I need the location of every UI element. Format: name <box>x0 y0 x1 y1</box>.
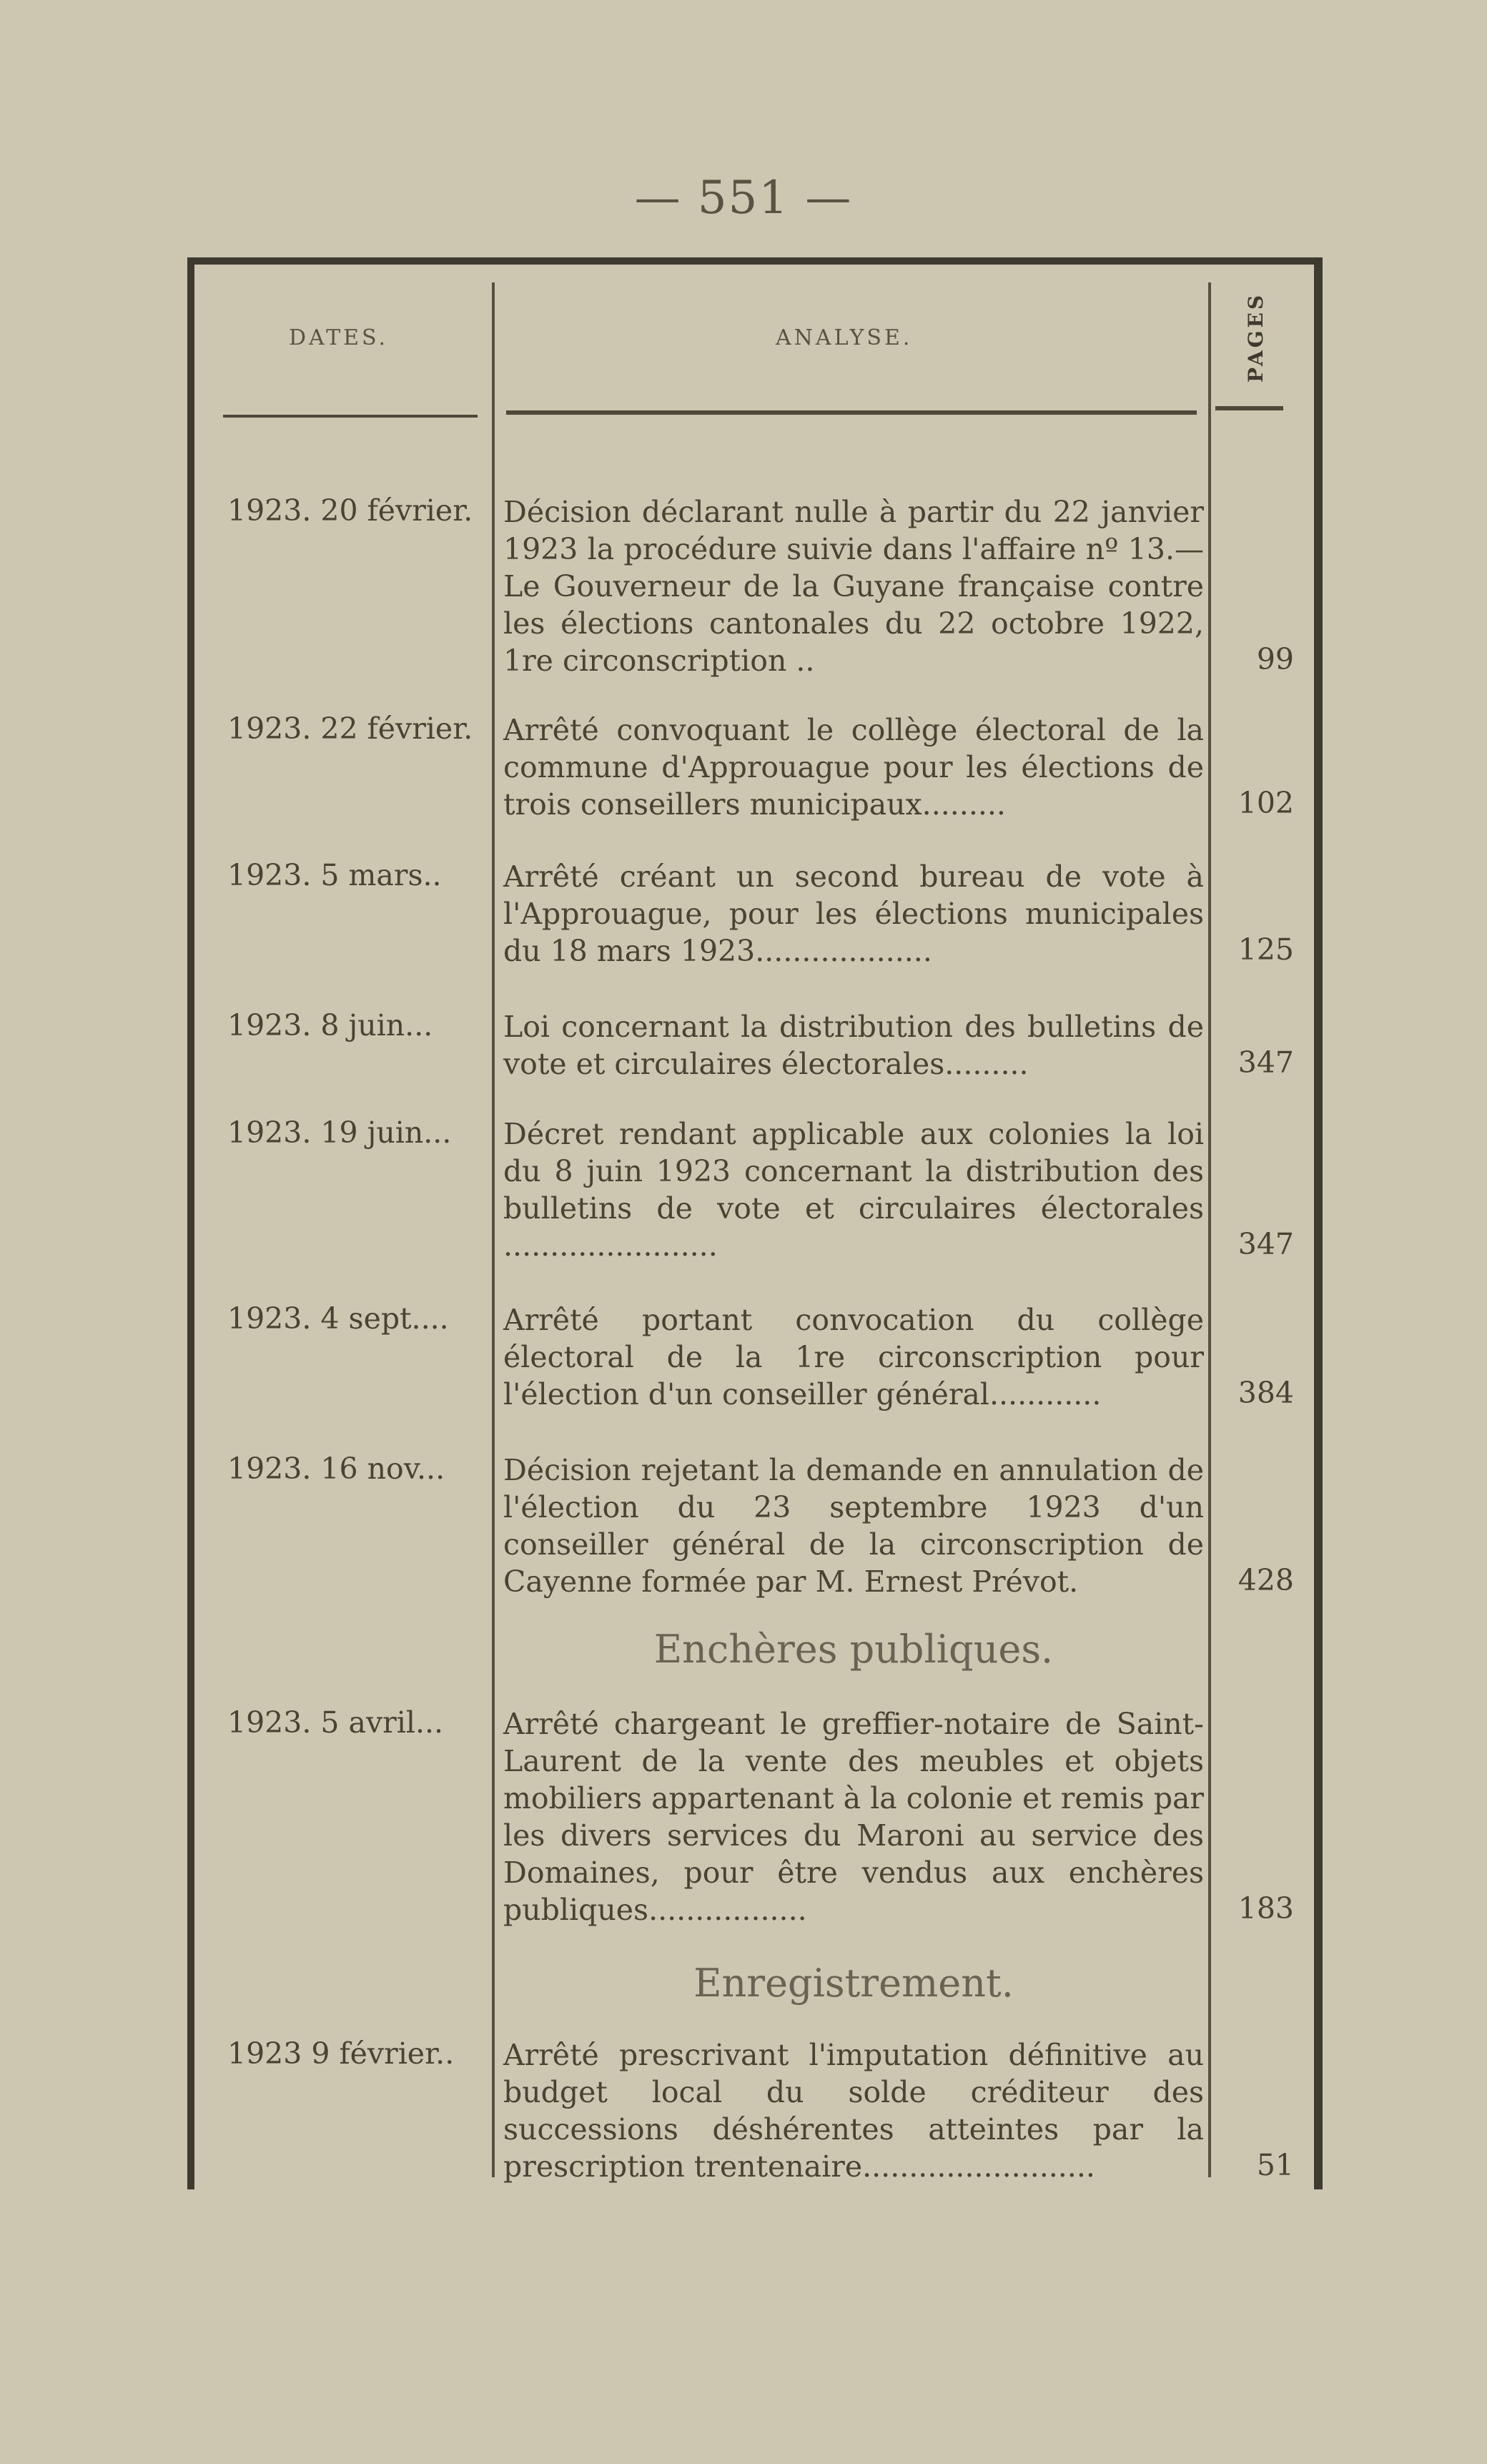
entry-date: 1923. 22 février. <box>227 711 473 746</box>
entry-page: 183 <box>1237 1891 1294 1926</box>
entry-page: 347 <box>1237 1227 1294 1261</box>
entry-page: 428 <box>1237 1563 1294 1597</box>
header-rule-analysis <box>506 410 1197 415</box>
column-divider-pages <box>1208 282 1211 2177</box>
entry-page: 99 <box>1256 642 1294 676</box>
header-rule-pages <box>1215 406 1283 410</box>
page-number: — 551 — <box>634 172 853 225</box>
entry-date: 1923. 19 juin... <box>227 1115 452 1150</box>
entry-date: 1923 9 février.. <box>227 2036 455 2071</box>
section-title: Enchères publiques. <box>653 1627 1054 1672</box>
entry-text: Décision déclarant nulle à partir du 22 janvier 1923 la procédure suivie dans l'affaire nº 13.— Le Gouverneur de la Guyane française contre les élections cantonales du 22 octobre 1922, 1re circonscription .. <box>503 495 1204 678</box>
entry-text: Arrêté prescrivant l'imputation définitive au budget local du solde créditeur des successions déshérentes atteintes par la prescription trentenaire......................... <box>503 2038 1204 2184</box>
header-pages: PAGES <box>1244 292 1268 383</box>
entry-page: 384 <box>1237 1376 1294 1410</box>
section-title: Enregistrement. <box>693 1961 1014 2006</box>
entry-page: 125 <box>1237 932 1294 967</box>
column-divider-dates <box>492 282 495 2177</box>
entry-text: Décision rejetant la demande en annulation de l'élection du 23 septembre 1923 d'un conseiller général de la circonscription de Cayenne formée par M. Ernest Prévot. <box>503 1453 1204 1599</box>
entry-date: 1923. 5 mars.. <box>227 858 442 892</box>
entry-date: 1923. 20 février. <box>227 493 473 528</box>
entry-date: 1923. 16 nov... <box>227 1452 445 1486</box>
entry-text: Arrêté portant convocation du collège électoral de la 1re circonscription pour l'élection d'un conseiller général............ <box>503 1303 1204 1411</box>
header-analysis: ANALYSE. <box>776 325 913 350</box>
entry-text: Décret rendant applicable aux colonies la loi du 8 juin 1923 concernant la distribution des bulletins de vote et circulaires électorales ....................... <box>503 1117 1204 1263</box>
entry-date: 1923. 4 sept.... <box>227 1301 449 1336</box>
entry-text: Arrêté convoquant le collège électoral de la commune d'Approuague pour les élections de trois conseillers municipaux......... <box>503 713 1204 822</box>
entry-text: Loi concernant la distribution des bulletins de vote et circulaires électorales......... <box>503 1010 1204 1081</box>
entry-text: Arrêté créant un second bureau de vote à l'Approuague, pour les élections municipales du 18 mars 1923................... <box>503 859 1204 968</box>
header-rule-dates <box>223 415 478 418</box>
entry-date: 1923. 8 juin... <box>227 1008 433 1043</box>
entry-text: Arrêté chargeant le greffier-notaire de Saint-Laurent de la vente des meubles et objets mobiliers appartenant à la colonie et remis par les divers services du Maroni au service des Domaines, pour être vendus aux enchères publiques................. <box>503 1707 1204 1927</box>
entry-page: 51 <box>1256 2148 1294 2182</box>
header-dates: DATES. <box>289 325 389 350</box>
entry-date: 1923. 5 avril... <box>227 1705 444 1740</box>
entry-page: 102 <box>1237 786 1294 820</box>
entry-page: 347 <box>1237 1045 1294 1080</box>
